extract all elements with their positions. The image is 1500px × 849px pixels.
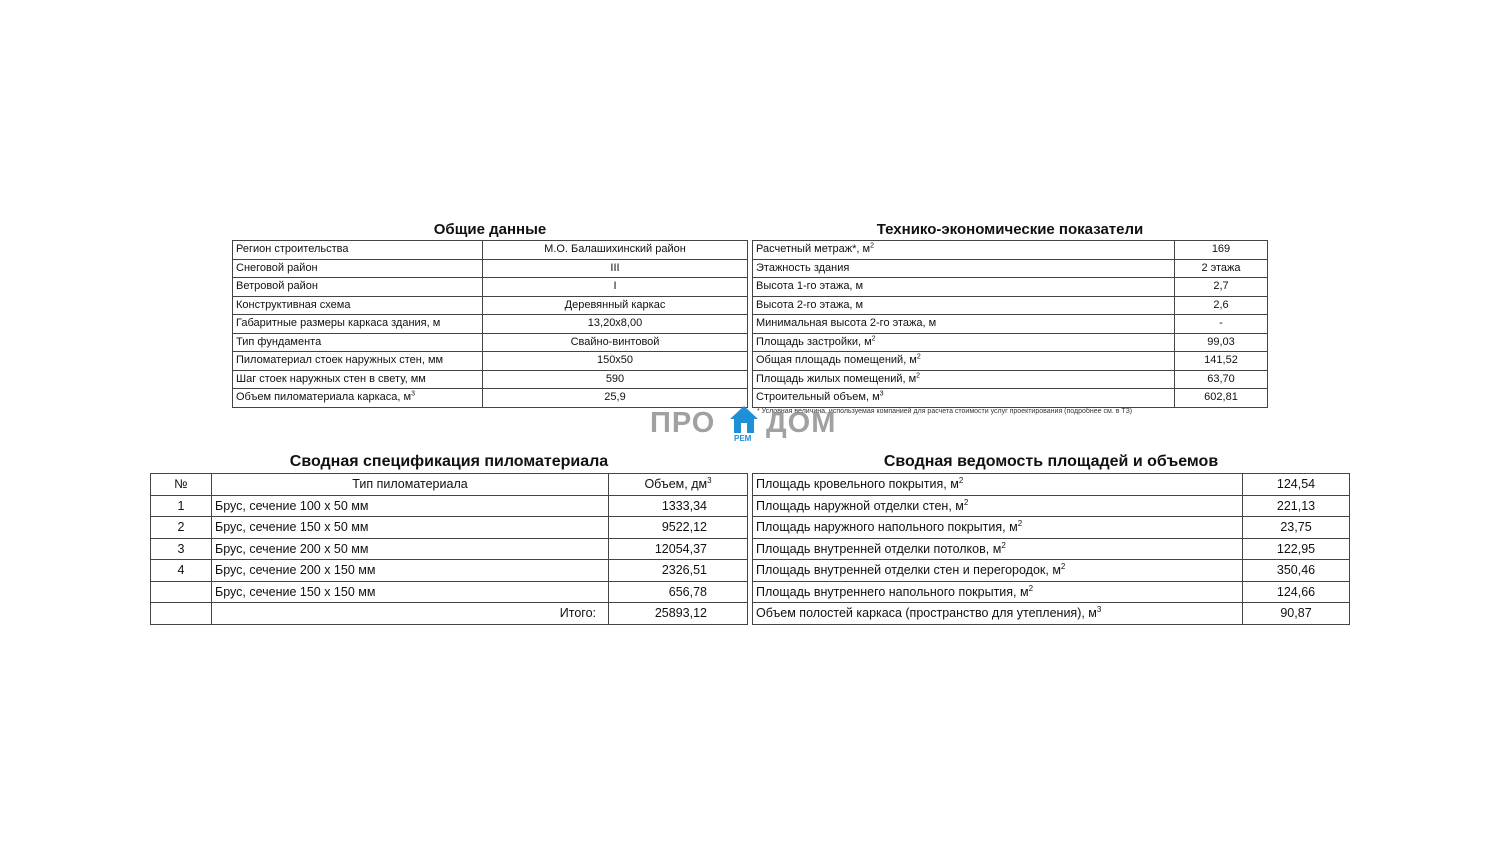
general-data-section — [232, 221, 748, 408]
tech-row-value: - — [1175, 315, 1268, 334]
lumber-total-row — [151, 603, 748, 625]
tech-row — [753, 259, 1268, 278]
tech-row-value: 2,6 — [1175, 296, 1268, 315]
tech-row-label: Высота 2-го этажа, м — [753, 296, 1175, 315]
general-row-value: I — [483, 278, 748, 297]
lumber-header-num: № — [151, 474, 212, 496]
areas-summary-table — [752, 473, 1350, 625]
general-row-value: Деревянный каркас — [483, 296, 748, 315]
areas-row — [753, 517, 1350, 539]
lumber-row-num: 4 — [151, 560, 212, 582]
lumber-spec-section — [150, 452, 748, 625]
tech-row-label: Площадь застройки, $м^2$ — [753, 333, 1175, 352]
lumber-row-volume: 656,78 — [609, 581, 748, 603]
general-row — [233, 370, 748, 389]
areas-row-value: 221,13 — [1243, 495, 1350, 517]
lumber-row-volume: 1333,34 — [609, 495, 748, 517]
lumber-row — [151, 538, 748, 560]
general-row — [233, 259, 748, 278]
areas-row — [753, 603, 1350, 625]
lumber-row-num — [151, 581, 212, 603]
general-row — [233, 352, 748, 371]
lumber-row-type: Брус, сечение 150 х 150 мм — [212, 581, 609, 603]
tech-row — [753, 315, 1268, 334]
general-row — [233, 333, 748, 352]
logo-sub: РЕМ — [734, 434, 752, 443]
areas-row-value: 23,75 — [1243, 517, 1350, 539]
tech-row-value: 2,7 — [1175, 278, 1268, 297]
areas-row-value: 122,95 — [1243, 538, 1350, 560]
general-row-value: М.О. Балашихинский район — [483, 241, 748, 260]
tech-row-label: Строительный объем, $м^3$ — [753, 389, 1175, 408]
tech-row-label: Расчетный метраж*, $м^2$ — [753, 241, 1175, 260]
areas-row-value: 124,54 — [1243, 474, 1350, 496]
general-row-label: Пиломатериал стоек наружных стен, мм — [233, 352, 483, 371]
lumber-total-label: Итого: — [212, 603, 609, 625]
areas-row-label: Площадь наружной отделки стен, $м^2$ — [753, 495, 1243, 517]
tech-row-value: 99,03 — [1175, 333, 1268, 352]
logo-word-pro: ПРО — [650, 407, 716, 439]
areas-row — [753, 560, 1350, 582]
lumber-total-empty — [151, 603, 212, 625]
areas-row-label: Площадь внутреннего напольного покрытия, $м^2$ — [753, 581, 1243, 603]
tech-row — [753, 296, 1268, 315]
general-row-value: 25,9 — [483, 389, 748, 408]
tech-row-value: 2 этажа — [1175, 259, 1268, 278]
lumber-header-type: Тип пиломатериала — [212, 474, 609, 496]
areas-row-label: Площадь внутренней отделки потолков, $м^2$ — [753, 538, 1243, 560]
areas-summary-section — [752, 452, 1350, 625]
lumber-row — [151, 581, 748, 603]
lumber-row-num: 1 — [151, 495, 212, 517]
lumber-row-num: 2 — [151, 517, 212, 539]
general-row — [233, 241, 748, 260]
tech-indicators-title: Технико-экономические показатели — [876, 221, 1144, 238]
tech-row-value: 602,81 — [1175, 389, 1268, 408]
areas-row-value: 350,46 — [1243, 560, 1350, 582]
general-data-table — [232, 240, 748, 408]
lumber-row-type: Брус, сечение 200 х 150 мм — [212, 560, 609, 582]
lumber-row-volume: 12054,37 — [609, 538, 748, 560]
tech-indicators-table — [752, 240, 1268, 408]
areas-row-label: Площадь наружного напольного покрытия, $м^2$ — [753, 517, 1243, 539]
general-row-value: 150x50 — [483, 352, 748, 371]
general-row-value: Свайно-винтовой — [483, 333, 748, 352]
general-row — [233, 278, 748, 297]
lumber-row — [151, 517, 748, 539]
prodom-logo — [650, 404, 850, 446]
general-row-label: Ветровой район — [233, 278, 483, 297]
lumber-total-value: 25893,12 — [609, 603, 748, 625]
lumber-row-type: Брус, сечение 150 х 50 мм — [212, 517, 609, 539]
tech-row-value: 141,52 — [1175, 352, 1268, 371]
tech-row — [753, 333, 1268, 352]
tech-row-label: Площадь жилых помещений, $м^2$ — [753, 370, 1175, 389]
tech-row-label: Общая площадь помещений, $м^2$ — [753, 352, 1175, 371]
areas-summary-title: Сводная ведомость площадей и объемов — [883, 453, 1219, 470]
lumber-header-row — [151, 474, 748, 496]
areas-row-label: Объем полостей каркаса (пространство для утепления), $м^3$ — [753, 603, 1243, 625]
general-row — [233, 296, 748, 315]
areas-row-label: Площадь внутренней отделки стен и перегородок, $м^2$ — [753, 560, 1243, 582]
general-row-label: Снеговой район — [233, 259, 483, 278]
areas-row — [753, 474, 1350, 496]
general-row-label: Шаг стоек наружных стен в свету, мм — [233, 370, 483, 389]
areas-row — [753, 538, 1350, 560]
areas-row — [753, 495, 1350, 517]
general-row-value: 13,20x8,00 — [483, 315, 748, 334]
lumber-header-volume: Объем, $дм^3$ — [609, 474, 748, 496]
lumber-row-volume: 2326,51 — [609, 560, 748, 582]
tech-row-value: 63,70 — [1175, 370, 1268, 389]
areas-row-value: 90,87 — [1243, 603, 1350, 625]
house-icon — [728, 404, 760, 436]
tech-indicators-section — [752, 221, 1268, 408]
general-row-label: Габаритные размеры каркаса здания, м — [233, 315, 483, 334]
general-row-label: Конструктивная схема — [233, 296, 483, 315]
lumber-spec-title: Сводная спецификация пиломатериала — [289, 453, 609, 470]
lumber-row — [151, 495, 748, 517]
tech-row — [753, 241, 1268, 260]
tech-row-value: 169 — [1175, 241, 1268, 260]
tech-row-label: Высота 1-го этажа, м — [753, 278, 1175, 297]
lumber-row-type: Брус, сечение 200 х 50 мм — [212, 538, 609, 560]
general-row-label: Тип фундамента — [233, 333, 483, 352]
tech-row — [753, 370, 1268, 389]
lumber-row — [151, 560, 748, 582]
logo-word-dom: ДОМ — [766, 407, 837, 439]
lumber-row-num: 3 — [151, 538, 212, 560]
tech-row — [753, 352, 1268, 371]
general-row-label: Регион строительства — [233, 241, 483, 260]
areas-row-label: Площадь кровельного покрытия, $м^2$ — [753, 474, 1243, 496]
general-row-value: 590 — [483, 370, 748, 389]
general-row-label: Объем пиломатериала каркаса, $м^3$ — [233, 389, 483, 408]
areas-row-value: 124,66 — [1243, 581, 1350, 603]
tech-row — [753, 278, 1268, 297]
tech-row-label: Этажность здания — [753, 259, 1175, 278]
general-row-value: III — [483, 259, 748, 278]
general-data-title: Общие данные — [433, 221, 547, 238]
tech-row-label: Минимальная высота 2-го этажа, м — [753, 315, 1175, 334]
lumber-spec-table — [150, 473, 748, 625]
tech-footnote: * Условная величина, используемая компанией для расчета стоимости услуг проектирования (подробнее см. в ТЗ) — [757, 408, 1133, 415]
lumber-row-volume: 9522,12 — [609, 517, 748, 539]
lumber-row-type: Брус, сечение 100 х 50 мм — [212, 495, 609, 517]
areas-row — [753, 581, 1350, 603]
general-row — [233, 315, 748, 334]
